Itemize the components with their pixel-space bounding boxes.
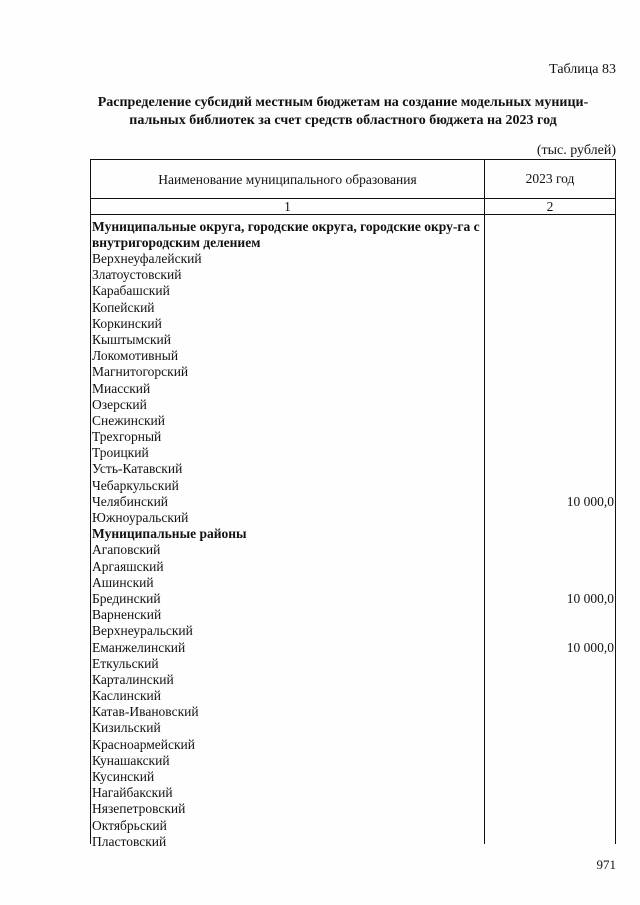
municipality-name: Миасский	[92, 380, 151, 396]
table-row	[92, 413, 614, 429]
municipality-name: Верхнеуральский	[92, 623, 193, 639]
subsidy-value	[484, 429, 614, 445]
subsidy-value	[484, 445, 614, 461]
subsidy-value	[484, 381, 614, 397]
subsidy-value	[484, 316, 614, 332]
header-year: 2023 год	[485, 160, 615, 199]
table-row	[92, 623, 614, 639]
table-row	[92, 656, 614, 672]
table-row	[92, 769, 614, 785]
header-municipality: Наименование муниципального образования	[91, 160, 485, 199]
municipality-name: Нязепетровский	[92, 801, 186, 817]
subsidy-value	[484, 283, 614, 299]
municipality-name: Троицкий	[92, 445, 149, 461]
municipality-name: Аргаяшский	[92, 558, 164, 574]
subsidy-value	[484, 753, 614, 769]
table-row	[92, 478, 614, 494]
table-row	[92, 445, 614, 461]
table-row	[92, 397, 614, 413]
table-title: Распределение субсидий местным бюджетам на создание модельных муници-пальных библиотек за счет средств областного бюджета на 2023 год	[97, 95, 589, 128]
subsidy-value	[484, 267, 614, 283]
municipality-name: Кунашакский	[92, 752, 170, 768]
table-row	[92, 801, 614, 817]
table-row	[92, 607, 614, 623]
municipality-name: Озерский	[92, 396, 147, 412]
table-row	[92, 591, 614, 607]
municipality-name: Верхнеуфалейский	[92, 251, 202, 266]
subsidy-value	[484, 656, 614, 672]
subsidy-value	[484, 478, 614, 494]
subsidy-value	[484, 720, 614, 736]
section-row	[92, 526, 614, 542]
subsidy-value	[484, 785, 614, 801]
table-row	[92, 348, 614, 364]
municipality-name: Кыштымский	[92, 331, 171, 347]
subsidy-value	[484, 737, 614, 753]
subsidy-value	[484, 364, 614, 380]
table-row	[92, 461, 614, 477]
subsidy-value	[484, 397, 614, 413]
municipality-name: Карабашский	[92, 283, 170, 299]
subsidy-value	[484, 559, 614, 575]
table-number: Таблица 83	[549, 62, 616, 77]
table-row	[92, 542, 614, 558]
table-row	[92, 381, 614, 397]
municipality-name: Варненский	[92, 607, 162, 623]
subsidy-value	[484, 332, 614, 348]
subsidy-value	[484, 413, 614, 429]
municipality-name: Ашинский	[92, 574, 154, 590]
table-row	[92, 704, 614, 720]
subsidy-value	[484, 769, 614, 785]
subsidy-value	[484, 510, 614, 526]
municipality-name: Трехгорный	[92, 429, 162, 445]
subsidy-value	[484, 607, 614, 623]
municipality-name: Златоустовский	[92, 267, 182, 283]
table-row	[92, 510, 614, 526]
municipality-name: Усть-Катавский	[92, 461, 183, 477]
unit-label: (тыс. рублей)	[536, 143, 616, 158]
municipality-name: Октябрьский	[92, 817, 167, 833]
table-row	[92, 251, 614, 267]
header-col-number-2: 2	[546, 199, 554, 214]
subsidy-value: 10 000,0	[566, 493, 614, 509]
municipality-name: Карталинский	[92, 671, 174, 687]
subsidy-value	[484, 348, 614, 364]
table-row	[92, 300, 614, 316]
subsidy-value	[484, 688, 614, 704]
subsidy-value	[484, 461, 614, 477]
subsidy-value	[484, 704, 614, 720]
municipality-name: Красноармейский	[92, 736, 196, 752]
municipality-name: Кусинский	[92, 769, 155, 784]
subsidy-value	[484, 542, 614, 558]
municipality-name: Брединский	[92, 590, 161, 606]
table-row	[92, 737, 614, 753]
table-row	[92, 429, 614, 445]
subsidy-value: 10 000,0	[566, 590, 614, 606]
municipality-name: Локомотивный	[92, 348, 179, 364]
municipality-name: Магнитогорский	[92, 364, 189, 380]
municipality-name: Еткульский	[92, 655, 159, 671]
page-number: 971	[596, 857, 616, 872]
table-body	[92, 219, 614, 850]
table-row	[92, 720, 614, 736]
municipality-name: Нагайбакский	[92, 785, 173, 801]
municipality-name: Снежинский	[92, 412, 165, 428]
table-row	[92, 818, 614, 834]
subsidy-value	[484, 623, 614, 639]
table-row	[92, 316, 614, 332]
subsidy-value	[484, 251, 614, 267]
subsidy-value	[484, 300, 614, 316]
table-row	[92, 267, 614, 283]
table-row	[92, 688, 614, 704]
subsidy-value	[484, 672, 614, 688]
header-col-number-1: 1	[91, 199, 485, 215]
subsidy-value	[484, 801, 614, 817]
table-row	[92, 559, 614, 575]
section-row	[92, 219, 614, 251]
section-title: Муниципальные районы	[92, 526, 247, 542]
table-row	[92, 283, 614, 299]
subsidy-value	[484, 834, 614, 850]
municipality-name: Южноуральский	[92, 510, 189, 525]
municipality-name: Челябинский	[92, 493, 169, 509]
subsidy-value	[484, 818, 614, 834]
section-title: Муниципальные округа, городские округа, городские окру-га с внутригородским делением	[92, 219, 480, 250]
municipality-name: Агаповский	[92, 542, 161, 558]
table-row	[92, 672, 614, 688]
table-row	[92, 332, 614, 348]
municipality-name: Копейский	[92, 299, 155, 315]
municipality-name: Пластовский	[92, 833, 167, 849]
municipality-name: Еманжелинский	[92, 639, 186, 655]
table-row	[92, 640, 614, 656]
table-row	[92, 785, 614, 801]
municipality-name: Каслинский	[92, 688, 161, 704]
subsidy-value: 10 000,0	[566, 639, 614, 655]
municipality-name: Чебаркульский	[92, 477, 179, 493]
subsidy-value	[484, 575, 614, 591]
municipality-name: Катав-Ивановский	[92, 704, 199, 720]
table-row	[92, 834, 614, 850]
table-header	[90, 159, 616, 215]
table-row	[92, 364, 614, 380]
table-row	[92, 753, 614, 769]
table-row	[92, 494, 614, 510]
table-row	[92, 575, 614, 591]
municipality-name: Коркинский	[92, 315, 162, 331]
municipality-name: Кизильский	[92, 720, 161, 736]
